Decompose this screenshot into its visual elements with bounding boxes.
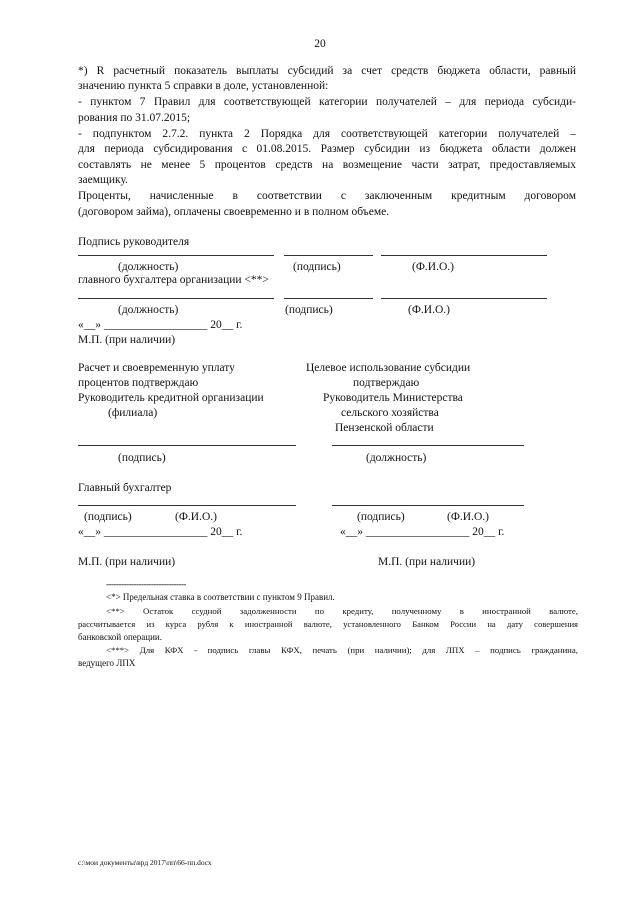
ministry-name-label: (Ф.И.О.)	[447, 511, 489, 523]
org-accountant-title: главного бухгалтера организации <**>	[78, 274, 269, 286]
text-line: рования по 31.07.2015;	[78, 112, 191, 124]
footnote-separator: --------------------------------	[106, 579, 186, 589]
bank-accountant-name-label: (Ф.И.О.)	[175, 511, 217, 523]
ministry-head-title: Руководитель Министерства	[323, 392, 463, 404]
bank-confirm-line2: процентов подтверждаю	[78, 377, 199, 389]
footnote-2-line1: <**> Остаток ссудной задолженности по кредиту, полученному в иностранной валюте,	[106, 606, 578, 616]
text-line: - подпунктом 2.7.2. пункта 2 Порядка для соответствующей категории получателей –	[78, 128, 576, 140]
bank-accountant-signature-label: (подпись)	[84, 511, 132, 523]
text-line: - пунктом 7 Правил для соответствующей категории получателей – для периода субсиди-	[78, 96, 576, 108]
head-signature-label: (подпись)	[293, 261, 341, 273]
text-line: для периода субсидирования с 01.08.2015. Размер субсидии из бюджета области должен	[78, 143, 576, 155]
ministry-date-line[interactable]: «__» __________________ 20__ г.	[340, 526, 505, 538]
bank-date-line[interactable]: «__» __________________ 20__ г.	[78, 526, 243, 538]
bank-confirm-line1: Расчет и своевременную уплату	[78, 362, 235, 374]
file-path-footer: c:\мои документы\врд 2017\пп\66-пп.docx	[78, 858, 212, 867]
bank-stamp-label: М.П. (при наличии)	[78, 556, 176, 568]
head-signature-title: Подпись руководителя	[78, 236, 190, 248]
head-position-label: (должность)	[118, 261, 179, 273]
head-signature-line[interactable]	[284, 255, 373, 256]
text-line: Проценты, начисленные в соответствии с заключенным кредитным договором	[78, 190, 576, 202]
footnote-2-line2: рассчитывается из курса рубля к иностранной валюте, установленного Банком России на дату совершения	[78, 619, 578, 629]
org-accountant-position-label: (должность)	[118, 304, 179, 316]
org-date-line[interactable]: «__» __________________ 20__ г.	[78, 319, 243, 331]
org-stamp-label: М.П. (при наличии)	[78, 334, 176, 346]
ministry-confirm-line2: подтверждаю	[353, 377, 420, 389]
org-accountant-signature-label: (подпись)	[285, 304, 333, 316]
org-accountant-name-line[interactable]	[381, 298, 547, 299]
bank-signature-line[interactable]	[78, 445, 296, 446]
ministry-signature-label: (подпись)	[357, 511, 405, 523]
bank-accountant-line[interactable]	[78, 505, 296, 506]
text-line: (договором займа), оплачены своевременно и в полном объеме.	[78, 206, 390, 218]
footnote-3-line1: <***> Для КФХ - подпись главы КФХ, печать (при наличии); для ЛПХ – подпись гражданина,	[106, 645, 578, 655]
head-name-label: (Ф.И.О.)	[412, 261, 454, 273]
head-position-line[interactable]	[78, 255, 274, 256]
bank-branch-label: (филиала)	[108, 407, 158, 419]
org-accountant-signature-line[interactable]	[284, 298, 373, 299]
page-number: 20	[314, 38, 326, 50]
head-name-line[interactable]	[381, 255, 547, 256]
ministry-position-line[interactable]	[332, 445, 524, 446]
footnote-1: <*> Предельная ставка в соответствии с пунктом 9 Правил.	[106, 592, 335, 602]
ministry-name-line2: Пензенской области	[335, 422, 434, 434]
text-line: заемщику.	[78, 174, 128, 186]
text-line: составлять не менее 5 процентов средств на возмещение части затрат, предоставляемых	[78, 159, 576, 171]
ministry-confirm-line1: Целевое использование субсидии	[306, 362, 471, 374]
bank-accountant-title: Главный бухгалтер	[78, 482, 172, 494]
ministry-name-line1: сельского хозяйства	[341, 407, 439, 419]
ministry-signature-line[interactable]	[332, 505, 524, 506]
ministry-position-label: (должность)	[366, 452, 427, 464]
footnote-3-line2: ведущего ЛПХ	[78, 658, 136, 668]
bank-signature-label: (подпись)	[118, 452, 166, 464]
footnote-2-line3: банковской операции.	[78, 632, 162, 642]
text-line: значению пункта 5 справки в доле, установленной:	[78, 80, 329, 92]
org-accountant-name-label: (Ф.И.О.)	[408, 304, 450, 316]
org-accountant-position-line[interactable]	[78, 298, 274, 299]
text-line: *) R расчетный показатель выплаты субсидий за счет средств бюджета области, равный	[78, 65, 576, 77]
bank-head-title: Руководитель кредитной организации	[78, 392, 264, 404]
ministry-stamp-label: М.П. (при наличии)	[378, 556, 476, 568]
